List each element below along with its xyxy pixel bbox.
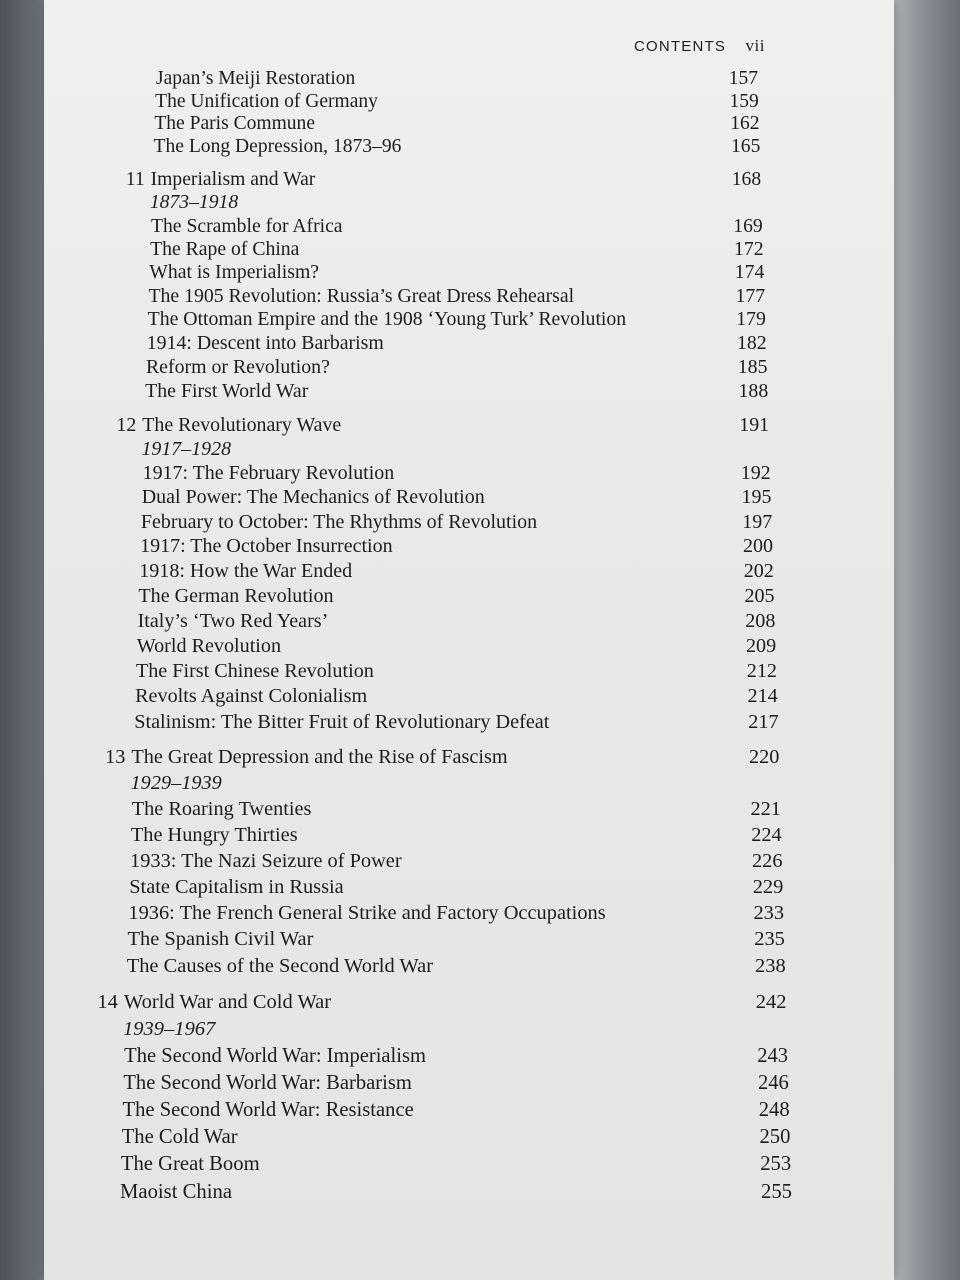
toc-section-row <box>44 68 894 90</box>
toc-section-row <box>44 635 894 657</box>
toc-chapter-dates-row <box>44 772 894 794</box>
section-title: What is Imperialism? <box>149 261 320 284</box>
toc-chapter-row <box>44 169 894 191</box>
section-page-number: 205 <box>744 584 775 607</box>
section-title: 1936: The French General Strike and Factory Occupations <box>128 901 606 924</box>
chapter-dates: 1929–1939 <box>130 771 222 794</box>
section-page-number: 217 <box>748 710 779 733</box>
toc-section-row <box>44 285 894 307</box>
chapter-title: The Great Depression and the Rise of Fascism <box>131 746 508 769</box>
section-page-number: 185 <box>737 355 768 378</box>
section-page-number: 250 <box>759 1125 791 1148</box>
chapter-number: 12 <box>116 413 137 436</box>
toc-section-row <box>44 462 894 484</box>
section-page-number: 224 <box>751 823 782 846</box>
section-page-number: 226 <box>751 849 783 872</box>
section-page-number: 169 <box>733 214 763 237</box>
toc-section-row <box>44 356 894 378</box>
section-page-number: 246 <box>757 1071 789 1094</box>
section-page-number: 243 <box>757 1044 789 1067</box>
section-title: Stalinism: The Bitter Fruit of Revolutionary Defeat <box>134 710 550 733</box>
toc-section-row <box>44 535 894 557</box>
toc-section-row <box>44 876 894 898</box>
section-title: 1914: Descent into Barbarism <box>146 331 384 354</box>
section-title: The Second World War: Resistance <box>122 1098 414 1121</box>
toc-section-row <box>44 136 894 158</box>
chapter-dates: 1917–1928 <box>141 437 232 460</box>
chapter-number: 14 <box>97 991 118 1014</box>
toc-section-row <box>44 215 894 237</box>
section-title: World Revolution <box>136 634 282 657</box>
section-title: Maoist China <box>120 1180 233 1203</box>
section-page-number: 238 <box>754 954 786 977</box>
running-head-page-number: vii <box>745 36 765 55</box>
section-title: State Capitalism in Russia <box>129 875 344 898</box>
section-page-number: 212 <box>746 660 777 683</box>
section-page-number: 174 <box>734 261 765 284</box>
section-title: The Paris Commune <box>154 113 316 135</box>
section-title: The Hungry Thirties <box>130 823 298 846</box>
section-page-number: 162 <box>730 113 760 135</box>
chapter-title: World War and Cold War <box>123 991 332 1014</box>
toc-section-row <box>44 486 894 508</box>
section-title: 1917: The February Revolution <box>142 461 395 484</box>
section-page-number: 233 <box>753 901 785 924</box>
section-page-number: 200 <box>742 535 774 558</box>
toc-chapter-dates-row <box>44 192 894 214</box>
section-page-number: 255 <box>760 1180 792 1203</box>
toc-section-row <box>44 824 894 846</box>
section-title: The Unification of Germany <box>155 90 378 112</box>
section-title: The Causes of the Second World War <box>126 954 434 977</box>
chapter-page-number: 242 <box>755 991 787 1014</box>
toc-section-row <box>44 902 894 924</box>
toc-section-row <box>44 1045 894 1067</box>
toc-chapter-row <box>44 991 894 1013</box>
toc-section-row <box>44 560 894 582</box>
section-page-number: 248 <box>758 1098 790 1121</box>
section-title: The Spanish Civil War <box>127 928 314 951</box>
chapter-title: Imperialism and War <box>150 168 316 190</box>
toc-section-row <box>44 928 894 950</box>
toc-section-row <box>44 308 894 330</box>
toc-section-row <box>44 261 894 283</box>
running-head <box>634 36 834 56</box>
chapter-page-number: 220 <box>748 746 780 769</box>
section-page-number: 221 <box>750 797 781 820</box>
section-page-number: 182 <box>736 331 767 354</box>
section-page-number: 179 <box>736 308 766 331</box>
section-page-number: 165 <box>730 135 761 157</box>
toc-section-row <box>44 1181 894 1203</box>
section-title: 1933: The Nazi Seizure of Power <box>130 849 402 872</box>
section-title: The German Revolution <box>138 584 334 607</box>
section-title: The First World War <box>145 379 309 402</box>
toc-section-row <box>44 850 894 872</box>
section-title: February to October: The Rhythms of Revolution <box>140 510 538 533</box>
section-title: Reform or Revolution? <box>145 355 330 378</box>
toc-section-row <box>44 1099 894 1121</box>
chapter-title: The Revolutionary Wave <box>142 413 342 436</box>
toc-section-row <box>44 238 894 260</box>
section-page-number: 197 <box>742 510 773 533</box>
section-title: The Second World War: Barbarism <box>123 1071 412 1094</box>
section-title: Japan’s Meiji Restoration <box>156 68 356 89</box>
section-page-number: 209 <box>745 634 777 657</box>
toc-section-row <box>44 511 894 533</box>
toc-section-row <box>44 798 894 820</box>
section-title: 1917: The October Insurrection <box>140 535 393 558</box>
section-title: The Roaring Twenties <box>131 797 312 820</box>
section-page-number: 195 <box>741 486 772 509</box>
section-page-number: 229 <box>752 875 784 898</box>
chapter-number: 11 <box>125 168 145 190</box>
toc-section-row <box>44 380 894 402</box>
section-title: The 1905 Revolution: Russia’s Great Dress Rehearsal <box>148 284 575 307</box>
section-page-number: 159 <box>729 90 759 112</box>
section-title: The Great Boom <box>120 1153 260 1176</box>
section-page-number: 253 <box>760 1153 792 1176</box>
chapter-number: 13 <box>105 746 126 769</box>
section-page-number: 208 <box>745 609 776 632</box>
toc-section-row <box>44 1126 894 1148</box>
chapter-page-number: 168 <box>731 168 762 190</box>
toc-section-row <box>44 660 894 682</box>
section-page-number: 188 <box>738 379 769 402</box>
section-title: Revolts Against Colonialism <box>135 685 368 708</box>
toc-section-row <box>44 585 894 607</box>
toc-section-row <box>44 685 894 707</box>
toc-section-row <box>44 711 894 733</box>
section-page-number: 177 <box>735 284 766 307</box>
section-title: The Cold War <box>121 1125 238 1148</box>
chapter-dates: 1939–1967 <box>123 1017 216 1040</box>
toc-section-row <box>44 955 894 977</box>
section-title: 1918: How the War Ended <box>139 560 353 583</box>
toc-chapter-dates-row <box>44 1018 894 1040</box>
chapter-dates: 1873–1918 <box>149 191 239 213</box>
book-page <box>44 0 894 1280</box>
section-title: Italy’s ‘Two Red Years’ <box>137 609 329 632</box>
section-title: The Scramble for Africa <box>150 214 343 237</box>
toc-section-row <box>44 1153 894 1175</box>
section-page-number: 172 <box>734 237 764 260</box>
section-title: The Ottoman Empire and the 1908 ‘Young Turk’ Revolution <box>147 308 627 331</box>
section-page-number: 192 <box>740 461 771 484</box>
section-title: The Long Depression, 1873–96 <box>153 135 402 157</box>
toc-section-row <box>44 610 894 632</box>
section-title: The Second World War: Imperialism <box>124 1044 426 1067</box>
chapter-page-number: 191 <box>739 413 770 436</box>
section-page-number: 157 <box>728 68 758 89</box>
toc-chapter-row <box>44 746 894 768</box>
toc-chapter-row <box>44 414 894 436</box>
toc-section-row <box>44 332 894 354</box>
toc-section-row <box>44 1072 894 1094</box>
section-page-number: 235 <box>754 928 785 951</box>
section-page-number: 202 <box>743 560 774 583</box>
section-page-number: 214 <box>747 685 778 708</box>
toc-section-row <box>44 91 894 113</box>
section-title: Dual Power: The Mechanics of Revolution <box>141 486 485 509</box>
section-title: The Rape of China <box>150 237 300 260</box>
toc-chapter-dates-row <box>44 438 894 460</box>
page-edge-stack <box>890 0 960 1280</box>
section-title: The First Chinese Revolution <box>135 660 374 683</box>
toc-section-row <box>44 113 894 135</box>
running-head-label: CONTENTS <box>634 38 727 55</box>
